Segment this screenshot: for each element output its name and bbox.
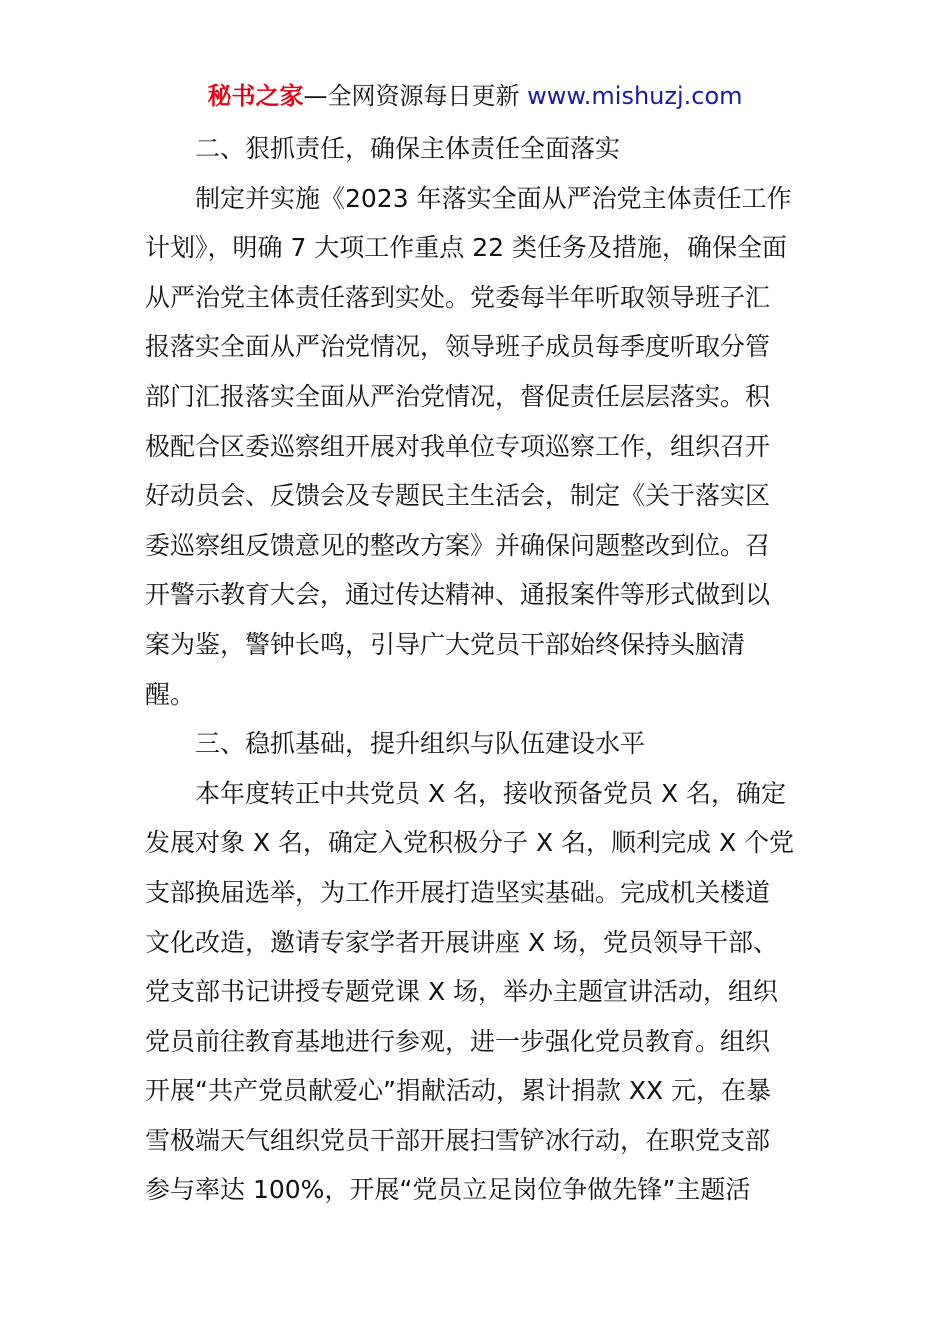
site-header (0, 80, 950, 112)
site-url-link[interactable]: www.mishuzj.com (527, 82, 743, 110)
paragraph-line: 好动员会、反馈会及专题民主生活会，制定《关于落实区 (145, 481, 771, 511)
paragraph-line: 从严治党主体责任落到实处。党委每半年听取领导班子汇 (145, 282, 771, 312)
paragraph-line: 案为鉴，警钟长鸣，引导广大党员干部始终保持头脑清 (145, 629, 746, 659)
paragraph-line: 支部换届选举，为工作开展打造坚实基础。完成机关楼道 (145, 877, 771, 907)
paragraph-line: 极配合区委巡察组开展对我单位专项巡察工作，组织召开 (145, 431, 771, 461)
section-heading-3: 三、稳抓基础，提升组织与队伍建设水平 (195, 729, 646, 759)
paragraph-line: 开展“共产党员献爱心”捐献活动，累计捐款 XX 元，在暴 (145, 1076, 772, 1106)
paragraph-line: 党支部书记讲授专题党课 X 场，举办主题宣讲活动，组织 (145, 977, 779, 1007)
header-tagline: —全网资源每日更新 (303, 82, 520, 110)
paragraph-line: 制定并实施《2023 年落实全面从严治党主体责任工作 (195, 183, 792, 213)
paragraph-line: 委巡察组反馈意见的整改方案》并确保问题整改到位。召 (145, 530, 771, 560)
paragraph-line: 部门汇报落实全面从严治党情况，督促责任层层落实。积 (145, 381, 771, 411)
paragraph-line: 开警示教育大会，通过传达精神、通报案件等形式做到以 (145, 580, 771, 610)
paragraph-line: 文化改造，邀请专家学者开展讲座 X 场，党员领导干部、 (145, 927, 779, 957)
brand-name: 秘书之家 (207, 82, 304, 110)
paragraph-line: 报落实全面从严治党情况，领导班子成员每季度听取分管 (145, 332, 771, 362)
section-heading-2: 二、狠抓责任，确保主体责任全面落实 (195, 134, 621, 163)
paragraph-line: 参与率达 100%，开展“党员立足岗位争做先锋”主题活 (145, 1175, 751, 1205)
paragraph-line: 党员前往教育基地进行参观，进一步强化党员教育。组织 (145, 1026, 771, 1056)
paragraph-line: 计划》，明确 7 大项工作重点 22 类任务及措施，确保全面 (145, 233, 788, 263)
paragraph-line: 本年度转正中共党员 X 名，接收预备党员 X 名，确定 (195, 778, 787, 808)
paragraph-line: 发展对象 X 名，确定入党积极分子 X 名，顺利完成 X 个党 (145, 828, 795, 858)
paragraph-line: 雪极端天气组织党员干部开展扫雪铲冰行动，在职党支部 (145, 1125, 771, 1155)
document-body (145, 124, 805, 1215)
paragraph-line: 醒。 (145, 679, 196, 709)
